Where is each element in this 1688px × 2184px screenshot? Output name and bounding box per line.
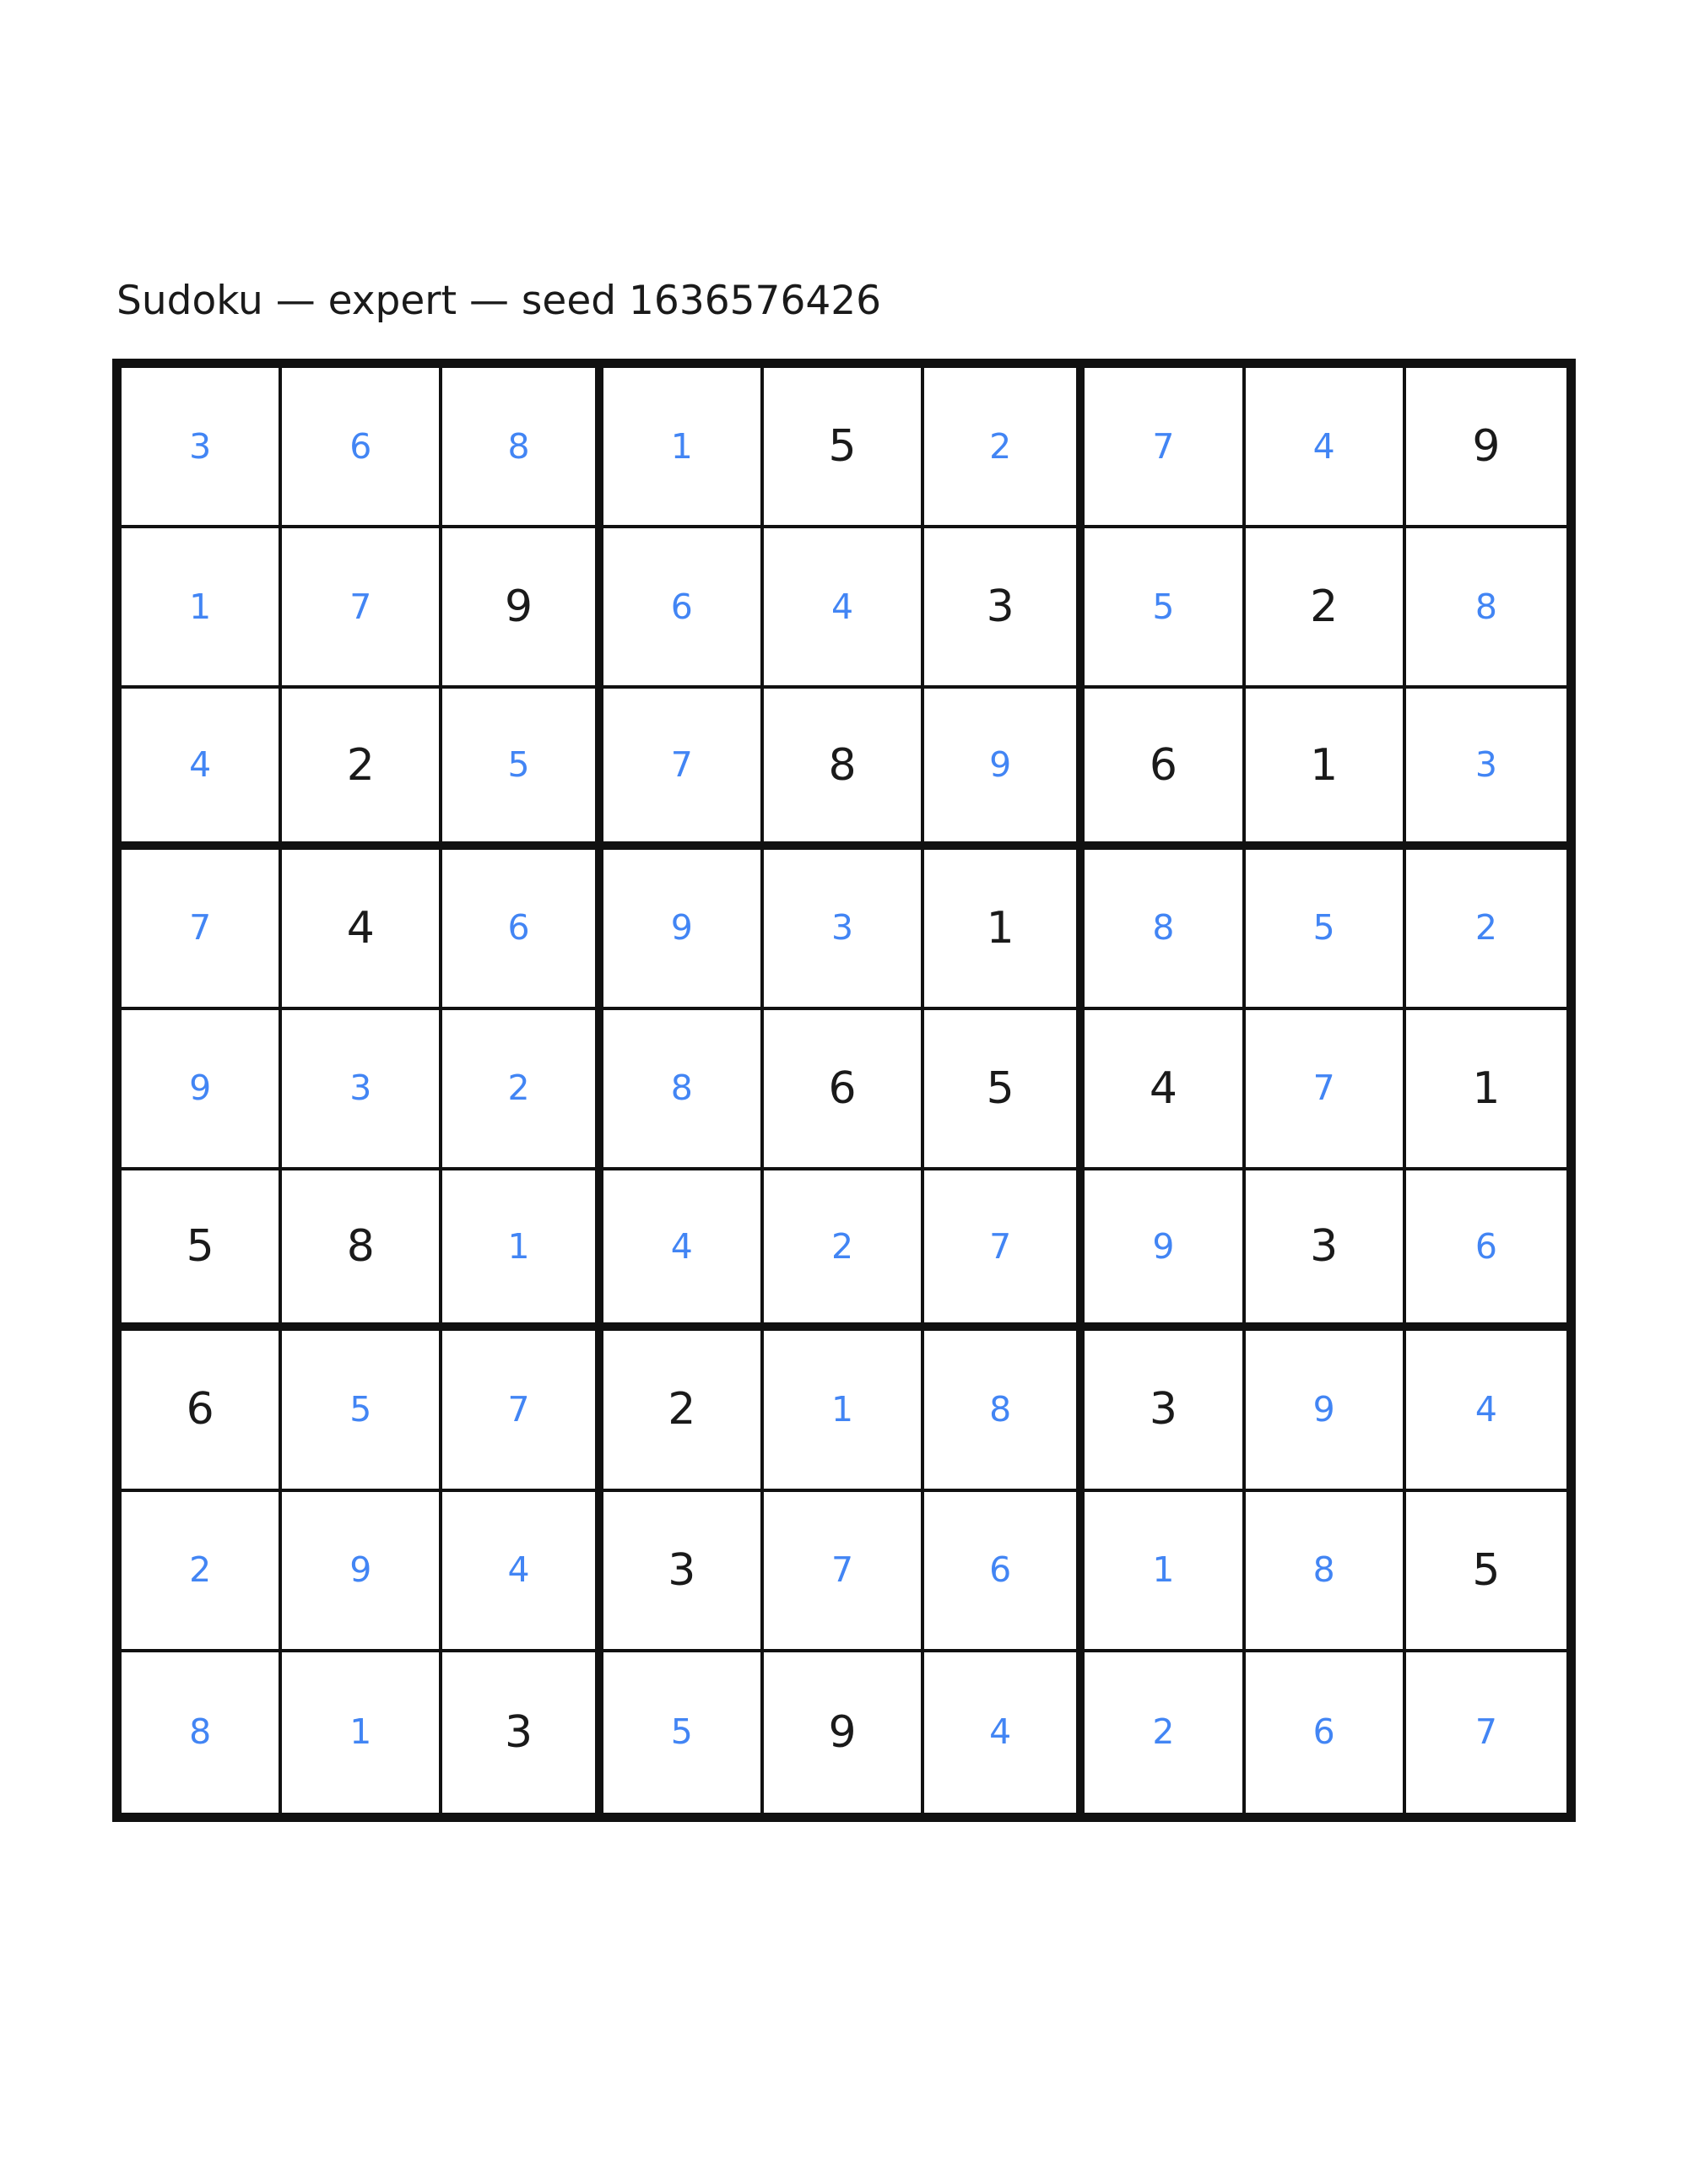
given-digit: 5 <box>1472 1544 1501 1596</box>
sudoku-cell-r6c6[interactable] <box>924 1170 1085 1331</box>
sudoku-cell-r1c6[interactable] <box>924 368 1085 528</box>
solved-digit: 5 <box>349 1388 372 1430</box>
sudoku-cell-r9c3[interactable] <box>442 1652 603 1813</box>
given-digit: 6 <box>828 1062 857 1114</box>
sudoku-cell-r1c4[interactable] <box>603 368 764 528</box>
solved-digit: 4 <box>1474 1388 1497 1430</box>
sudoku-cell-r8c4[interactable] <box>603 1492 764 1652</box>
given-digit: 1 <box>1310 739 1339 791</box>
sudoku-cell-r4c3[interactable] <box>442 850 603 1010</box>
solved-digit: 2 <box>507 1068 530 1109</box>
sudoku-cell-r8c5[interactable] <box>764 1492 924 1652</box>
solved-digit: 3 <box>1474 744 1497 786</box>
solved-digit: 5 <box>670 1711 693 1753</box>
solved-digit: 8 <box>1152 907 1175 949</box>
sudoku-cell-r9c5[interactable] <box>764 1652 924 1813</box>
solved-digit: 1 <box>349 1711 372 1753</box>
given-digit: 8 <box>346 1221 375 1273</box>
solved-digit: 9 <box>1312 1388 1335 1430</box>
sudoku-cell-r3c6[interactable] <box>924 689 1085 849</box>
sudoku-cell-r4c4[interactable] <box>603 850 764 1010</box>
solved-digit: 7 <box>349 586 372 627</box>
solved-digit: 4 <box>670 1225 693 1267</box>
sudoku-cell-r2c4[interactable] <box>603 528 764 689</box>
solved-digit: 6 <box>1312 1711 1335 1753</box>
sudoku-cell-r8c9[interactable] <box>1406 1492 1566 1652</box>
given-digit: 5 <box>828 421 857 473</box>
given-digit: 4 <box>1149 1062 1177 1114</box>
solved-digit: 2 <box>189 1549 212 1591</box>
sudoku-cell-r4c9[interactable] <box>1406 850 1566 1010</box>
sudoku-cell-r6c2[interactable] <box>282 1170 442 1331</box>
sudoku-cell-r1c3[interactable] <box>442 368 603 528</box>
sudoku-cell-r6c7[interactable] <box>1085 1170 1245 1331</box>
sudoku-cell-r2c9[interactable] <box>1406 528 1566 689</box>
sudoku-cell-r9c9[interactable] <box>1406 1652 1566 1813</box>
solved-digit: 4 <box>989 1711 1012 1753</box>
sudoku-cell-r1c7[interactable] <box>1085 368 1245 528</box>
solved-digit: 3 <box>349 1068 372 1109</box>
solved-digit: 7 <box>1474 1711 1497 1753</box>
solved-digit: 2 <box>1152 1711 1175 1753</box>
sudoku-cell-r6c5[interactable] <box>764 1170 924 1331</box>
given-digit: 9 <box>505 581 533 633</box>
sudoku-cell-r5c6[interactable] <box>924 1010 1085 1170</box>
solved-digit: 8 <box>1474 586 1497 627</box>
solved-digit: 7 <box>830 1549 854 1591</box>
sudoku-cell-r7c5[interactable] <box>764 1331 924 1491</box>
sudoku-cell-r5c1[interactable] <box>122 1010 282 1170</box>
sudoku-cell-r9c2[interactable] <box>282 1652 442 1813</box>
sudoku-cell-r3c9[interactable] <box>1406 689 1566 849</box>
given-digit: 8 <box>828 739 857 791</box>
solved-digit: 9 <box>1152 1225 1175 1267</box>
given-digit: 4 <box>346 902 375 954</box>
sudoku-cell-r2c1[interactable] <box>122 528 282 689</box>
solved-digit: 6 <box>507 907 530 949</box>
sudoku-cell-r1c1[interactable] <box>122 368 282 528</box>
given-digit: 6 <box>186 1384 214 1435</box>
sudoku-cell-r4c5[interactable] <box>764 850 924 1010</box>
given-digit: 2 <box>346 739 375 791</box>
sudoku-cell-r6c1[interactable] <box>122 1170 282 1331</box>
sudoku-cell-r9c8[interactable] <box>1246 1652 1406 1813</box>
sudoku-cell-r7c4[interactable] <box>603 1331 764 1491</box>
solved-digit: 1 <box>670 425 693 467</box>
solved-digit: 5 <box>507 744 530 786</box>
given-digit: 5 <box>986 1062 1014 1114</box>
sudoku-cell-r2c3[interactable] <box>442 528 603 689</box>
given-digit: 3 <box>505 1706 533 1758</box>
given-digit: 3 <box>1149 1384 1177 1435</box>
sudoku-cell-r6c4[interactable] <box>603 1170 764 1331</box>
sudoku-cell-r7c1[interactable] <box>122 1331 282 1491</box>
solved-digit: 9 <box>670 907 693 949</box>
sudoku-cell-r8c2[interactable] <box>282 1492 442 1652</box>
solved-digit: 6 <box>989 1549 1012 1591</box>
sudoku-cell-r8c3[interactable] <box>442 1492 603 1652</box>
solved-digit: 1 <box>189 586 212 627</box>
sudoku-cell-r7c3[interactable] <box>442 1331 603 1491</box>
sudoku-cell-r3c3[interactable] <box>442 689 603 849</box>
sudoku-cell-r3c7[interactable] <box>1085 689 1245 849</box>
sudoku-cell-r4c6[interactable] <box>924 850 1085 1010</box>
sudoku-cell-r7c7[interactable] <box>1085 1331 1245 1491</box>
sudoku-cell-r7c9[interactable] <box>1406 1331 1566 1491</box>
solved-digit: 3 <box>830 907 854 949</box>
sudoku-cell-r3c2[interactable] <box>282 689 442 849</box>
solved-digit: 3 <box>189 425 212 467</box>
sudoku-cell-r6c9[interactable] <box>1406 1170 1566 1331</box>
sudoku-cell-r8c7[interactable] <box>1085 1492 1245 1652</box>
solved-digit: 6 <box>670 586 693 627</box>
solved-digit: 1 <box>1152 1549 1175 1591</box>
sudoku-cell-r1c8[interactable] <box>1246 368 1406 528</box>
sudoku-cell-r2c7[interactable] <box>1085 528 1245 689</box>
solved-digit: 8 <box>1312 1549 1335 1591</box>
sudoku-cell-r2c2[interactable] <box>282 528 442 689</box>
sudoku-cell-r3c4[interactable] <box>603 689 764 849</box>
solved-digit: 7 <box>670 744 693 786</box>
solved-digit: 9 <box>189 1068 212 1109</box>
sudoku-cell-r6c8[interactable] <box>1246 1170 1406 1331</box>
sudoku-cell-r5c3[interactable] <box>442 1010 603 1170</box>
sudoku-cell-r3c8[interactable] <box>1246 689 1406 849</box>
sudoku-cell-r5c2[interactable] <box>282 1010 442 1170</box>
sudoku-cell-r7c8[interactable] <box>1246 1331 1406 1491</box>
sudoku-board <box>112 359 1576 1822</box>
solved-digit: 8 <box>507 425 530 467</box>
solved-digit: 1 <box>830 1388 854 1430</box>
sudoku-cell-r4c1[interactable] <box>122 850 282 1010</box>
sudoku-cell-r9c4[interactable] <box>603 1652 764 1813</box>
solved-digit: 7 <box>507 1388 530 1430</box>
solved-digit: 4 <box>189 744 212 786</box>
sudoku-cell-r1c9[interactable] <box>1406 368 1566 528</box>
sudoku-cell-r8c6[interactable] <box>924 1492 1085 1652</box>
sudoku-cell-r5c4[interactable] <box>603 1010 764 1170</box>
solved-digit: 2 <box>1474 907 1497 949</box>
given-digit: 5 <box>186 1221 214 1273</box>
sudoku-cell-r2c6[interactable] <box>924 528 1085 689</box>
solved-digit: 6 <box>349 425 372 467</box>
sudoku-cell-r4c2[interactable] <box>282 850 442 1010</box>
sudoku-cell-r2c8[interactable] <box>1246 528 1406 689</box>
solved-digit: 5 <box>1152 586 1175 627</box>
solved-digit: 7 <box>989 1225 1012 1267</box>
solved-digit: 4 <box>830 586 854 627</box>
sudoku-cell-r4c7[interactable] <box>1085 850 1245 1010</box>
sudoku-cell-r3c1[interactable] <box>122 689 282 849</box>
solved-digit: 1 <box>507 1225 530 1267</box>
sudoku-cell-r4c8[interactable] <box>1246 850 1406 1010</box>
solved-digit: 8 <box>989 1388 1012 1430</box>
sudoku-cell-r2c5[interactable] <box>764 528 924 689</box>
sudoku-cell-r6c3[interactable] <box>442 1170 603 1331</box>
solved-digit: 7 <box>189 907 212 949</box>
sudoku-cell-r1c2[interactable] <box>282 368 442 528</box>
given-digit: 3 <box>668 1544 696 1596</box>
given-digit: 1 <box>986 902 1014 954</box>
given-digit: 2 <box>1310 581 1339 633</box>
solved-digit: 4 <box>507 1549 530 1591</box>
sudoku-cell-r1c5[interactable] <box>764 368 924 528</box>
sudoku-cell-r7c2[interactable] <box>282 1331 442 1491</box>
solved-digit: 8 <box>189 1711 212 1753</box>
sudoku-cell-r5c5[interactable] <box>764 1010 924 1170</box>
solved-digit: 9 <box>989 744 1012 786</box>
solved-digit: 2 <box>830 1225 854 1267</box>
solved-digit: 9 <box>349 1549 372 1591</box>
given-digit: 3 <box>1310 1221 1339 1273</box>
given-digit: 6 <box>1149 739 1177 791</box>
given-digit: 9 <box>828 1706 857 1758</box>
sudoku-cell-r8c1[interactable] <box>122 1492 282 1652</box>
solved-digit: 5 <box>1312 907 1335 949</box>
given-digit: 2 <box>668 1384 696 1435</box>
given-digit: 1 <box>1472 1062 1501 1114</box>
sudoku-cell-r3c5[interactable] <box>764 689 924 849</box>
solved-digit: 6 <box>1474 1225 1497 1267</box>
given-digit: 9 <box>1472 421 1501 473</box>
sudoku-cell-r9c7[interactable] <box>1085 1652 1245 1813</box>
solved-digit: 8 <box>670 1068 693 1109</box>
sudoku-cell-r9c1[interactable] <box>122 1652 282 1813</box>
solved-digit: 2 <box>989 425 1012 467</box>
sudoku-cell-r9c6[interactable] <box>924 1652 1085 1813</box>
sudoku-cell-r5c9[interactable] <box>1406 1010 1566 1170</box>
solved-digit: 7 <box>1152 425 1175 467</box>
sudoku-cell-r5c7[interactable] <box>1085 1010 1245 1170</box>
sudoku-cell-r7c6[interactable] <box>924 1331 1085 1491</box>
sudoku-cell-r5c8[interactable] <box>1246 1010 1406 1170</box>
sudoku-cell-r8c8[interactable] <box>1246 1492 1406 1652</box>
solved-digit: 7 <box>1312 1068 1335 1109</box>
page-title: Sudoku — expert — seed 1636576426 <box>116 278 882 324</box>
solved-digit: 4 <box>1312 425 1335 467</box>
given-digit: 3 <box>986 581 1014 633</box>
